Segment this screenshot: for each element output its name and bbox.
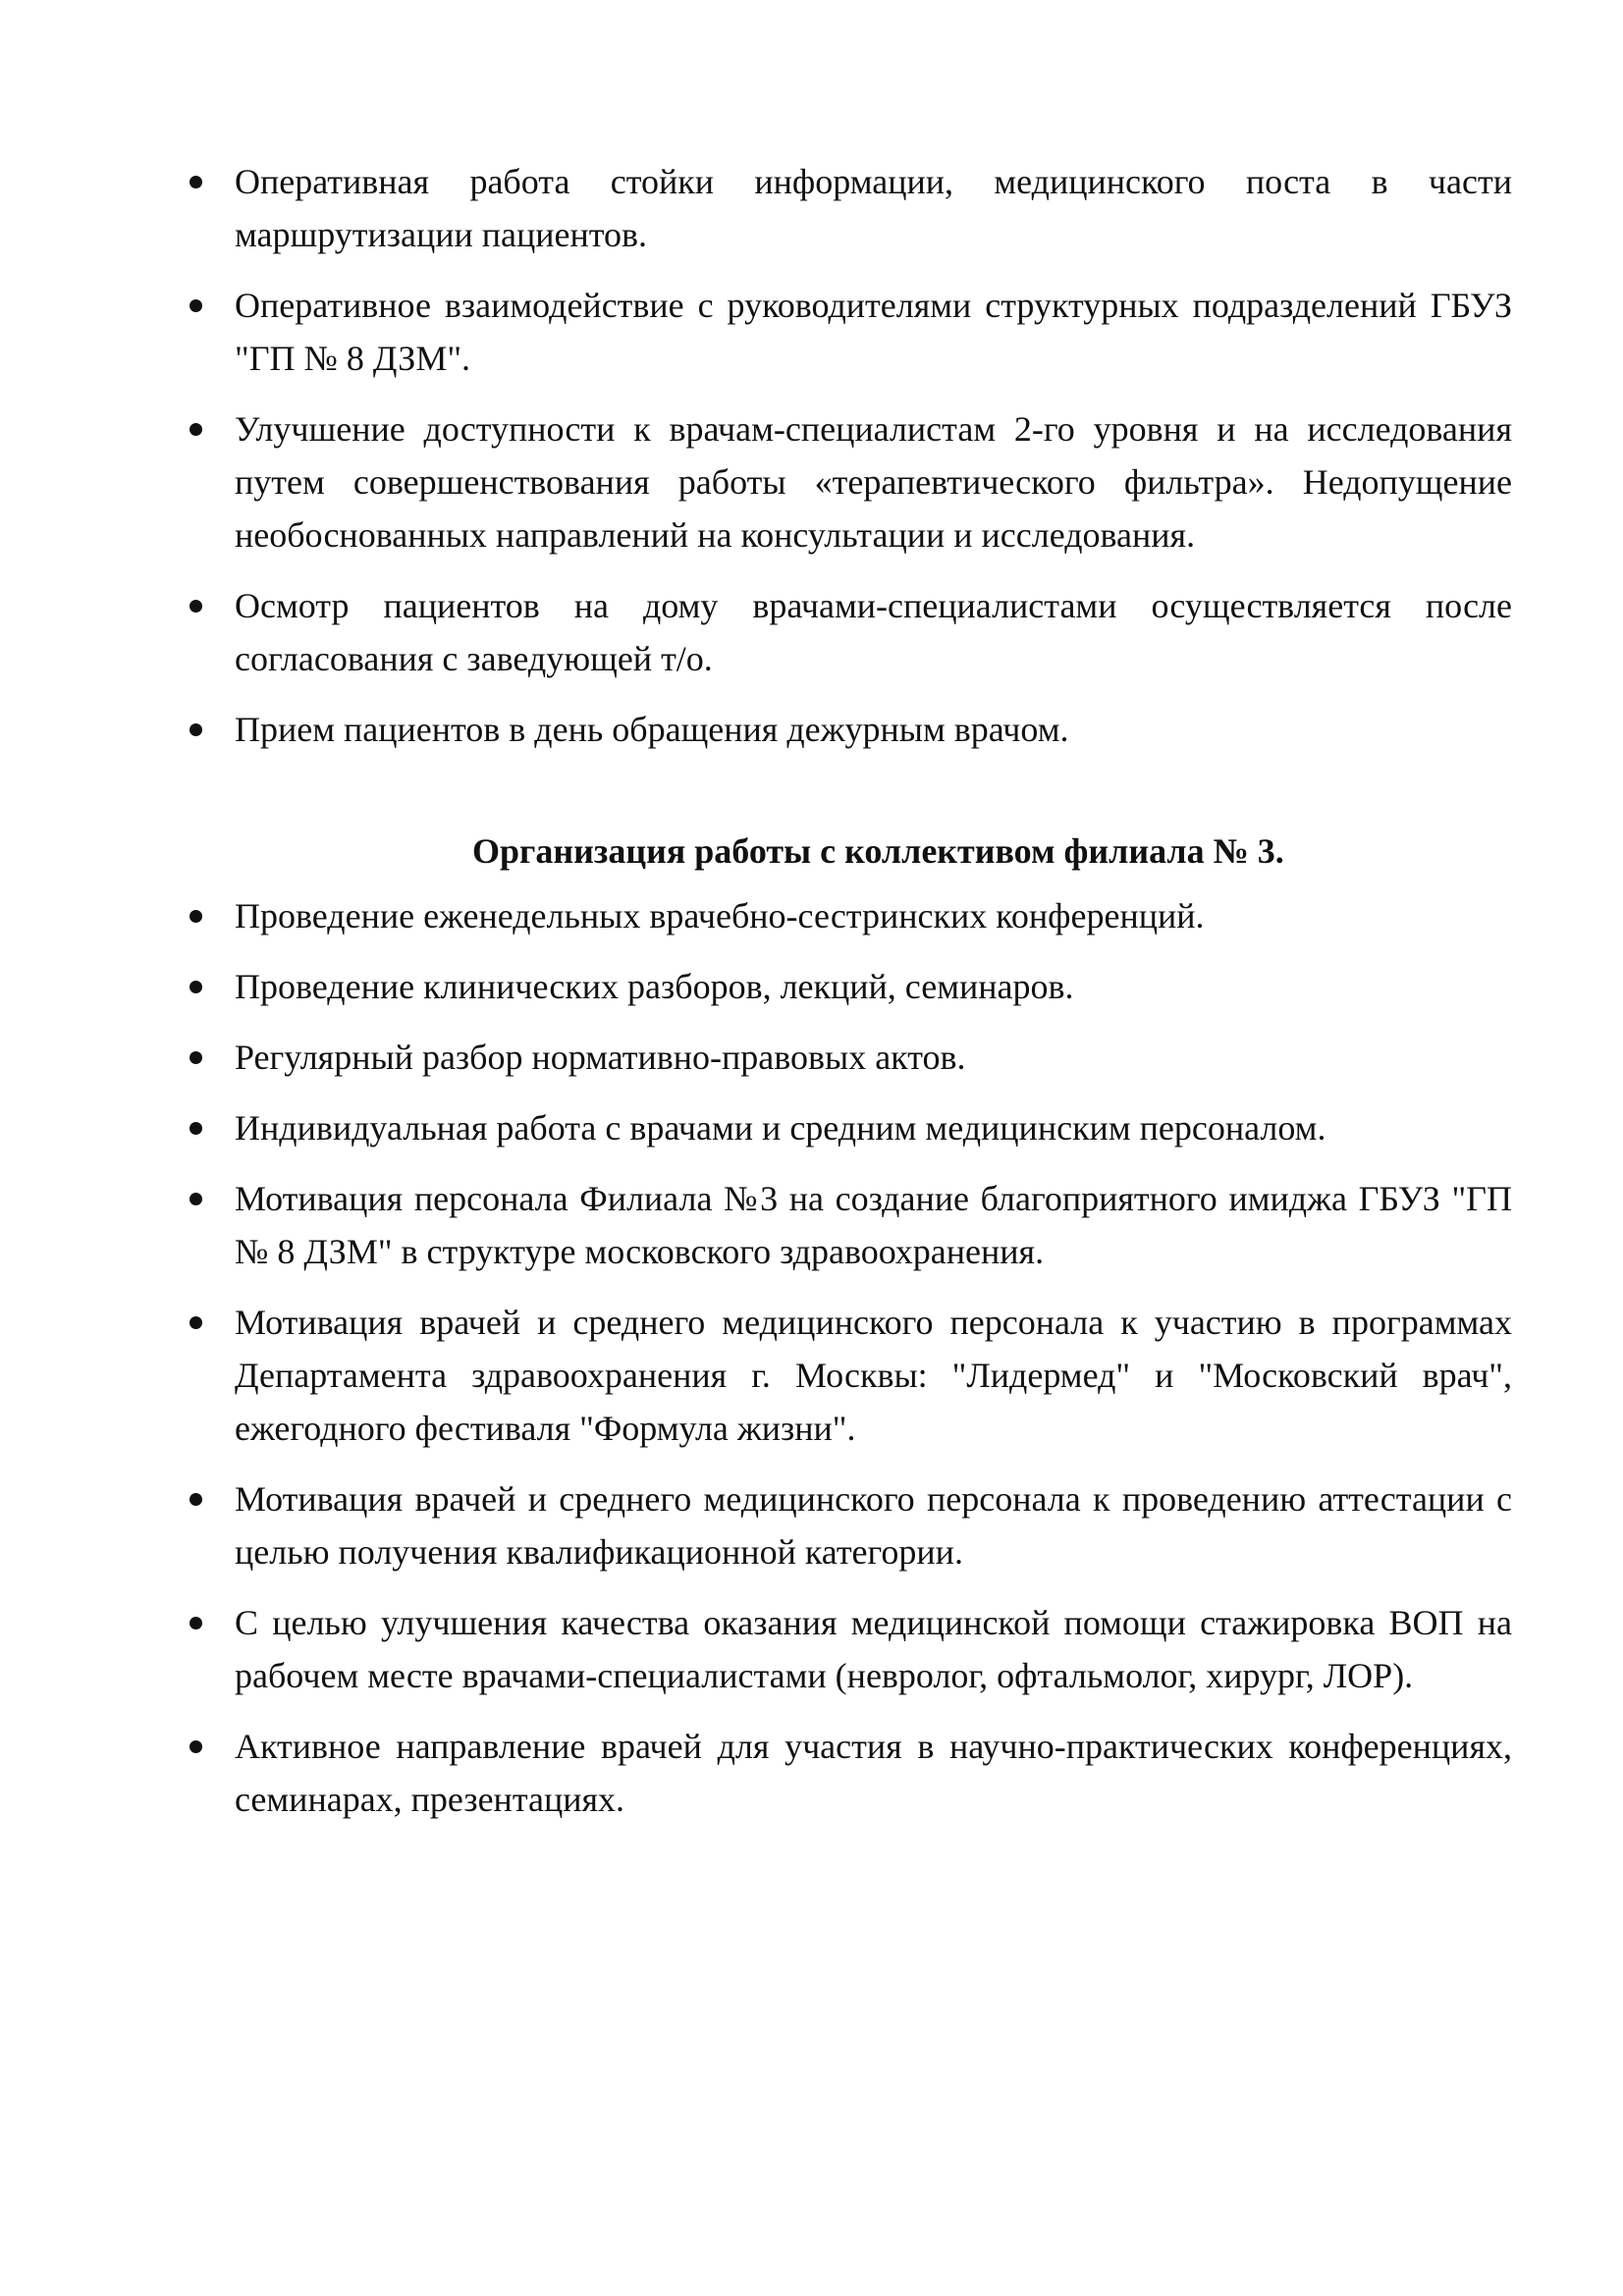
list-item-text: Прием пациентов в день обращения дежурным врачом. bbox=[235, 710, 1069, 749]
list-item-text: Проведение еженедельных врачебно-сестринских конференций. bbox=[235, 896, 1205, 935]
list-item bbox=[183, 960, 1512, 1013]
bullet-icon bbox=[189, 1617, 202, 1629]
list-item bbox=[183, 279, 1512, 385]
bullet-icon bbox=[189, 1193, 202, 1205]
list-item-text: Активное направление врачей для участия в научно-практических конференциях, семинарах, презентациях. bbox=[235, 1727, 1512, 1819]
list-item-text: Индивидуальная работа с врачами и средним медицинским персоналом. bbox=[235, 1108, 1326, 1148]
list-item bbox=[183, 889, 1512, 942]
list-item-text: Мотивация врачей и среднего медицинского персонала к проведению аттестации с целью получения квалификационной категории. bbox=[235, 1479, 1512, 1572]
list-item-text: Регулярный разбор нормативно-правовых актов. bbox=[235, 1038, 966, 1077]
bullet-icon bbox=[189, 1316, 202, 1329]
bullet-list-staff bbox=[183, 889, 1512, 1826]
list-item bbox=[183, 1472, 1512, 1578]
bullet-icon bbox=[189, 1493, 202, 1506]
list-item bbox=[183, 1172, 1512, 1278]
section-heading: Организация работы с коллективом филиала № 3. bbox=[472, 831, 1284, 871]
bullet-icon bbox=[189, 176, 202, 188]
bullet-icon bbox=[189, 1122, 202, 1135]
list-item bbox=[183, 155, 1512, 261]
list-item bbox=[183, 1031, 1512, 1084]
bullet-icon bbox=[189, 723, 202, 736]
list-item-text: Оперативное взаимодействие с руководителями структурных подразделений ГБУЗ "ГП № 8 ДЗМ". bbox=[235, 286, 1512, 378]
bullet-icon bbox=[189, 1051, 202, 1064]
document-content bbox=[183, 155, 1512, 1843]
list-item bbox=[183, 1101, 1512, 1154]
list-item-text: С целью улучшения качества оказания медицинской помощи стажировка ВОП на рабочем месте врачами-специалистами (невролог, офтальмолог, хирург, ЛОР). bbox=[235, 1603, 1512, 1695]
bullet-icon bbox=[189, 600, 202, 613]
bullet-icon bbox=[189, 299, 202, 312]
bullet-list-operations bbox=[183, 155, 1512, 756]
bullet-icon bbox=[189, 423, 202, 436]
list-item bbox=[183, 1596, 1512, 1702]
list-item bbox=[183, 703, 1512, 756]
list-item bbox=[183, 579, 1512, 685]
list-item-text: Мотивация персонала Филиала №3 на создание благоприятного имиджа ГБУЗ "ГП № 8 ДЗМ" в структуре московского здравоохранения. bbox=[235, 1179, 1512, 1271]
bullet-icon bbox=[189, 910, 202, 923]
list-item-text: Осмотр пациентов на дому врачами-специалистами осуществляется после согласования с заведующей т/о. bbox=[235, 586, 1512, 678]
list-item bbox=[183, 402, 1512, 561]
list-item bbox=[183, 1296, 1512, 1455]
list-item-text: Проведение клинических разборов, лекций, семинаров. bbox=[235, 967, 1074, 1006]
bullet-icon bbox=[189, 981, 202, 993]
list-item bbox=[183, 1720, 1512, 1826]
list-item-text: Оперативная работа стойки информации, медицинского поста в части маршрутизации пациентов. bbox=[235, 162, 1512, 254]
bullet-icon bbox=[189, 1740, 202, 1753]
list-item-text: Улучшение доступности к врачам-специалистам 2-го уровня и на исследования путем совершенствования работы «терапевтического фильтра». Недопущение необоснованных направлений на консультации и исследования. bbox=[235, 409, 1512, 555]
list-item-text: Мотивация врачей и среднего медицинского персонала к участию в программах Департамента здравоохранения г. Москвы: "Лидермед" и "Московский врач", ежегодного фестиваля "Формула жизни". bbox=[235, 1303, 1512, 1448]
